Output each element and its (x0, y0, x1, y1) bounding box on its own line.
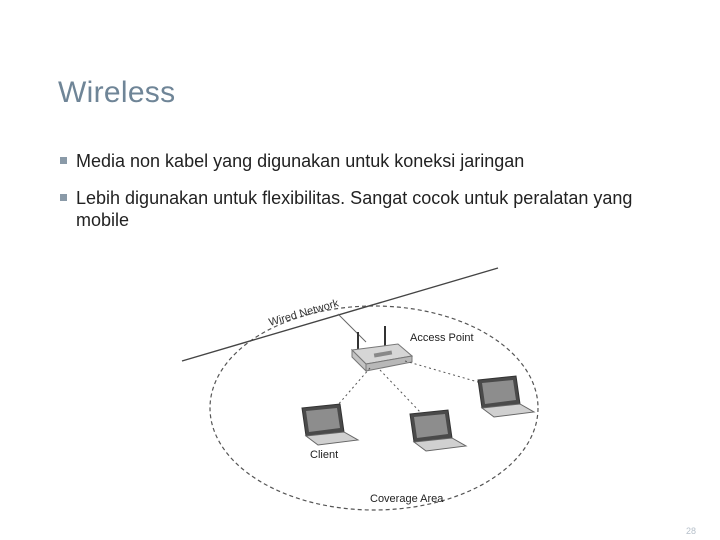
link-line (380, 370, 422, 414)
bullet-item (58, 150, 678, 172)
page-number: 28 (685, 526, 696, 536)
wired-network-line (182, 268, 498, 361)
bullet-text: Media non kabel yang digunakan untuk koneksi jaringan (76, 151, 525, 171)
bullet-item (58, 187, 678, 231)
laptop-icon (410, 410, 466, 451)
coverage-area-label: Coverage Area (370, 493, 444, 505)
square-bullet-icon (60, 194, 67, 201)
slide-title: Wireless (58, 76, 176, 109)
bullet-list (58, 150, 678, 246)
square-bullet-icon (60, 157, 67, 164)
wireless-network-diagram (180, 266, 572, 518)
client-label: Client (310, 449, 339, 461)
bullet-text: Lebih digunakan untuk flexibilitas. Sangat cocok untuk peralatan yang mobile (76, 188, 633, 230)
wire-drop-line (338, 314, 366, 342)
laptop-icon (302, 404, 358, 445)
link-line (405, 361, 485, 384)
access-point-icon (352, 326, 412, 371)
laptop-icon (478, 376, 534, 417)
access-point-label: Access Point (410, 332, 474, 344)
wired-network-label: Wired Network (267, 297, 341, 329)
